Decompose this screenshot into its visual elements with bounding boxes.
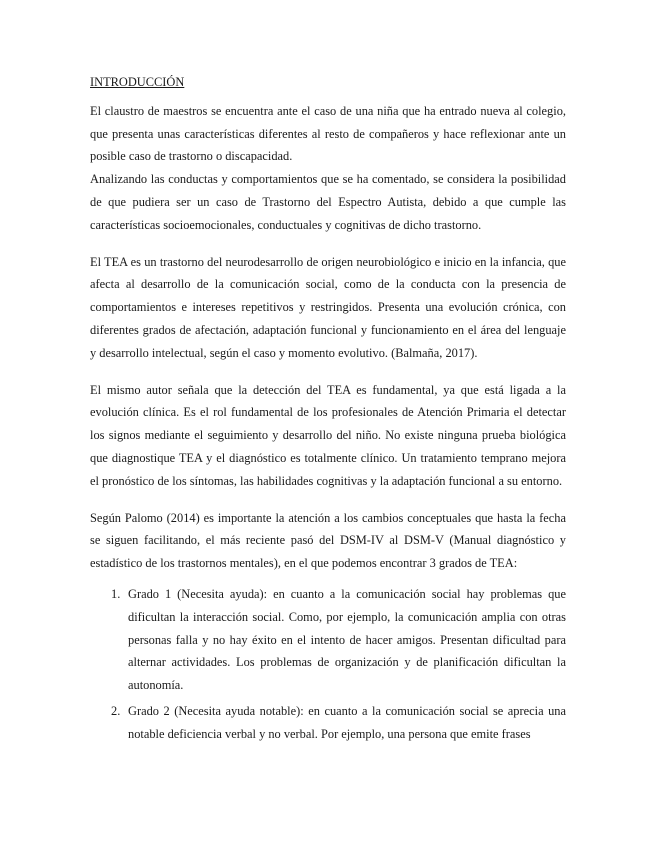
paragraph-detection: El mismo autor señala que la detección del TEA es fundamental, ya que está ligada a la evolución clínica. Es el rol fundamental de los profesionales de Atención Primaria el detectar los signos mediante el seguimiento y desarrollo del niño. No existe ninguna prueba biológica que diagnostique TEA y el diagnóstico es totalmente clínico. Un tratamiento temprano mejora el pronóstico de los síntomas, las habilidades cognitivas y la adaptación funcional a su entorno. — [90, 382, 566, 488]
tea-grades-list — [90, 583, 566, 746]
paragraph-palomo: Según Palomo (2014) es importante la atención a los cambios conceptuales que hasta la fecha se siguen facilitando, el más reciente pasó del DSM-IV al DSM-V (Manual diagnóstico y estadístico de los trastornos mentales), en el que podemos encontrar 3 grados de TEA: — [90, 510, 566, 571]
list-item-text: Grado 1 (Necesita ayuda): en cuanto a la comunicación social hay problemas que dificultan la interacción social. Como, por ejemplo, la comunicación amplia con otras personas falla y no hay éxito en el intento de hacer amigos. Presentan dificultad para alternar actividades. Los problemas de organización y de planificación dificultan la autonomía. — [128, 586, 566, 693]
list-item-number: 2. — [111, 703, 121, 718]
list-item — [90, 583, 566, 697]
paragraph-tea-definition: El TEA es un trastorno del neurodesarrollo de origen neurobiológico e inicio en la infancia, que afecta al desarrollo de la comunicación social, como de la conducta con la presencia de comportamientos e intereses repetitivos y restringidos. Presenta una evolución crónica, con diferentes grados de afectación, adaptación funcional y funcionamiento en el área del lenguaje y desarrollo intelectual, según el caso y momento evolutivo. (Balmaña, 2017). — [90, 254, 566, 360]
list-item-number: 1. — [111, 586, 121, 601]
section-heading: INTRODUCCIÓN — [90, 75, 185, 89]
list-item-text: Grado 2 (Necesita ayuda notable): en cuanto a la comunicación social se aprecia una notable deficiencia verbal y no verbal. Por ejemplo, una persona que emite frases — [128, 703, 566, 741]
paragraph-intro: El claustro de maestros se encuentra ante el caso de una niña que ha entrado nueva al colegio, que presenta unas características diferentes al resto de compañeros y hace reflexionar ante un posible caso de trastorno o discapacidad. — [90, 103, 566, 164]
document-body — [90, 71, 566, 749]
list-item — [90, 700, 566, 746]
paragraph-analysis: Analizando las conductas y comportamientos que se ha comentado, se considera la posibilidad de que pudiera ser un caso de Trastorno del Espectro Autista, debido a que cumple las características socioemocionales, conductuales y cognitivas de dicho trastorno. — [90, 172, 566, 232]
